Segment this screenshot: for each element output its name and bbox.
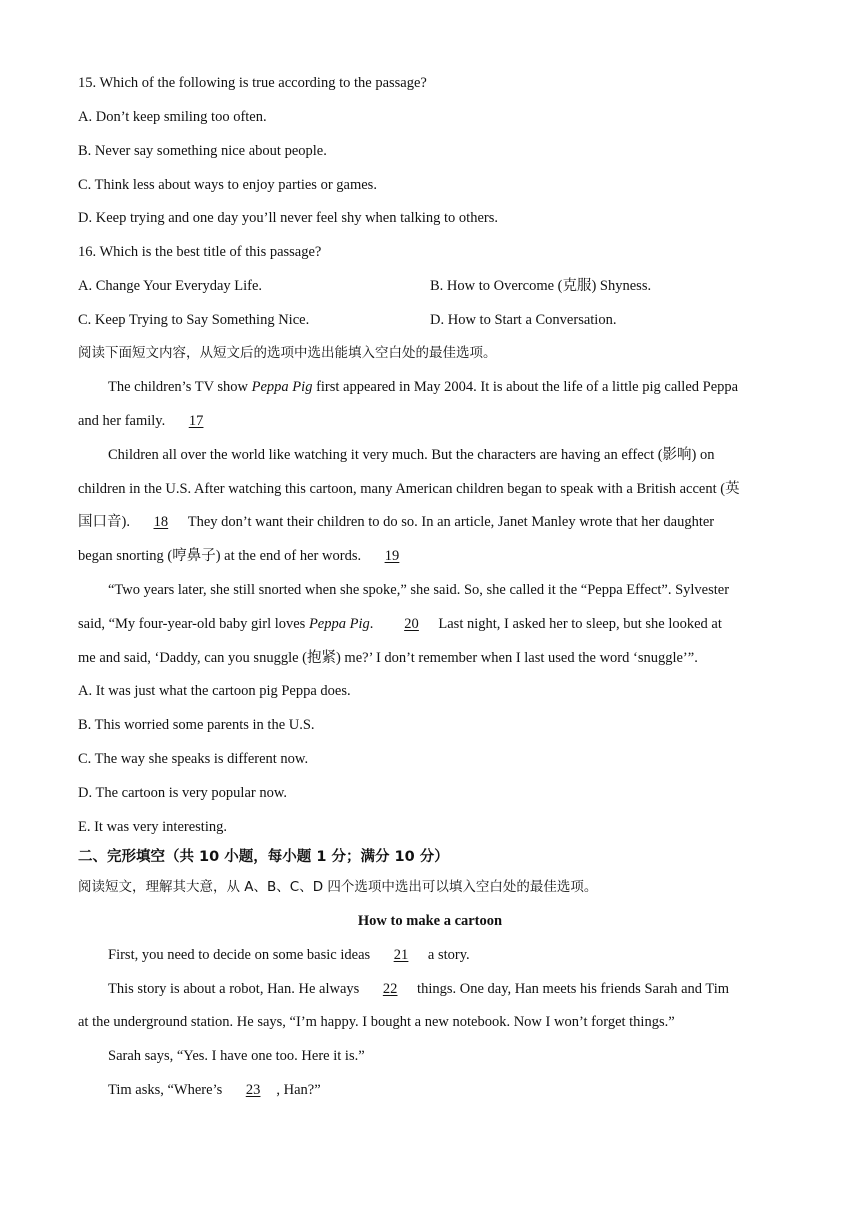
reading-option-a: A. It was just what the cartoon pig Peppa does. <box>78 683 351 699</box>
reading-option-c: C. The way she speaks is different now. <box>78 751 309 767</box>
reading-instruction: 阅读下面短文内容，从短文后的选项中选出能填入空白处的最佳选项。 <box>78 345 497 361</box>
cloze-passage-title: How to make a cartoon <box>357 913 503 929</box>
cloze-instruction: 阅读短文，理解其大意，从 A、B、C、D 四个选项中选出可以填入空白处的最佳选项。 <box>78 879 598 895</box>
reading-option-d: D. The cartoon is very popular now. <box>78 785 287 801</box>
passage-paragraph-3-line-1: “Two years later, she still snorted when she spoke,” she said. So, she called it the “Peppa Effect”. Sylvester <box>108 582 730 598</box>
blank-23: 23 <box>245 1082 261 1098</box>
show-title: Peppa Pig <box>308 616 370 632</box>
passage-paragraph-1-line-2: and her family. 17 <box>78 411 219 431</box>
cloze-line-1: First, you need to decide on some basic ideas 21 a story. <box>108 947 470 963</box>
blank-20: 20 <box>404 616 419 632</box>
cloze-section-title: 二、完形填空（共 10 小题，每小题 1 分；满分 10 分） <box>78 849 449 865</box>
passage-paragraph-2-line-4: began snorting (哼鼻子) at the end of her words. 19 <box>78 546 415 566</box>
blank-18: 18 <box>153 514 169 530</box>
passage-paragraph-1-line-1: The children’s TV show Peppa Pig first appeared in May 2004. It is about the life of a little pig called Peppa <box>108 379 739 395</box>
question-15-stem: 15. Which of the following is true according to the passage? <box>78 75 427 91</box>
question-15-option-d: D. Keep trying and one day you’ll never feel shy when talking to others. <box>78 210 498 226</box>
passage-paragraph-2-line-3: 国口音). 18 They don’t want their children to do so. In an article, Janet Manley wrote that her daughter <box>78 514 715 530</box>
cloze-line-4: Sarah says, “Yes. I have one too. Here it is.” <box>108 1048 365 1064</box>
cloze-line-2: This story is about a robot, Han. He always 22 things. One day, Han meets his friends Sarah and Tim <box>108 981 730 997</box>
question-16-option-b: B. How to Overcome (克服) Shyness. <box>430 278 652 294</box>
question-15-option-a: A. Don’t keep smiling too often. <box>78 109 267 125</box>
question-15-option-b: B. Never say something nice about people. <box>78 143 327 159</box>
question-16-option-c: C. Keep Trying to Say Something Nice. <box>78 312 310 328</box>
blank-21: 21 <box>393 947 409 963</box>
passage-paragraph-2-line-1: Children all over the world like watching it very much. But the characters are having an effect (影响) on <box>108 447 715 463</box>
reading-option-e: E. It was very interesting. <box>78 819 227 835</box>
blank-22: 22 <box>382 981 398 997</box>
blank-19: 19 <box>384 548 400 564</box>
question-15-option-c: C. Think less about ways to enjoy parties or games. <box>78 177 377 193</box>
question-16-stem: 16. Which is the best title of this passage? <box>78 244 322 260</box>
reading-option-b: B. This worried some parents in the U.S. <box>78 717 315 733</box>
blank-17: 17 <box>188 413 204 429</box>
passage-paragraph-2-line-2: children in the U.S. After watching this cartoon, many American children began to speak with a British accent (英 <box>78 481 740 497</box>
cloze-line-5: Tim asks, “Where’s 23 , Han?” <box>108 1082 321 1098</box>
question-16-option-a: A. Change Your Everyday Life. <box>78 278 263 294</box>
question-16-option-d: D. How to Start a Conversation. <box>430 312 617 328</box>
cloze-line-3: at the underground station. He says, “I’m happy. I bought a new notebook. Now I won’t forget things.” <box>78 1014 675 1030</box>
show-title: Peppa Pig <box>251 379 313 395</box>
passage-paragraph-3-line-2: said, “My four-year-old baby girl loves Peppa Pig. 20 Last night, I asked her to sleep, but she looked at <box>78 616 722 632</box>
passage-paragraph-3-line-3: me and said, ‘Daddy, can you snuggle (抱紧) me?’ I don’t remember when I last used the word ‘snuggle’”. <box>78 650 698 666</box>
